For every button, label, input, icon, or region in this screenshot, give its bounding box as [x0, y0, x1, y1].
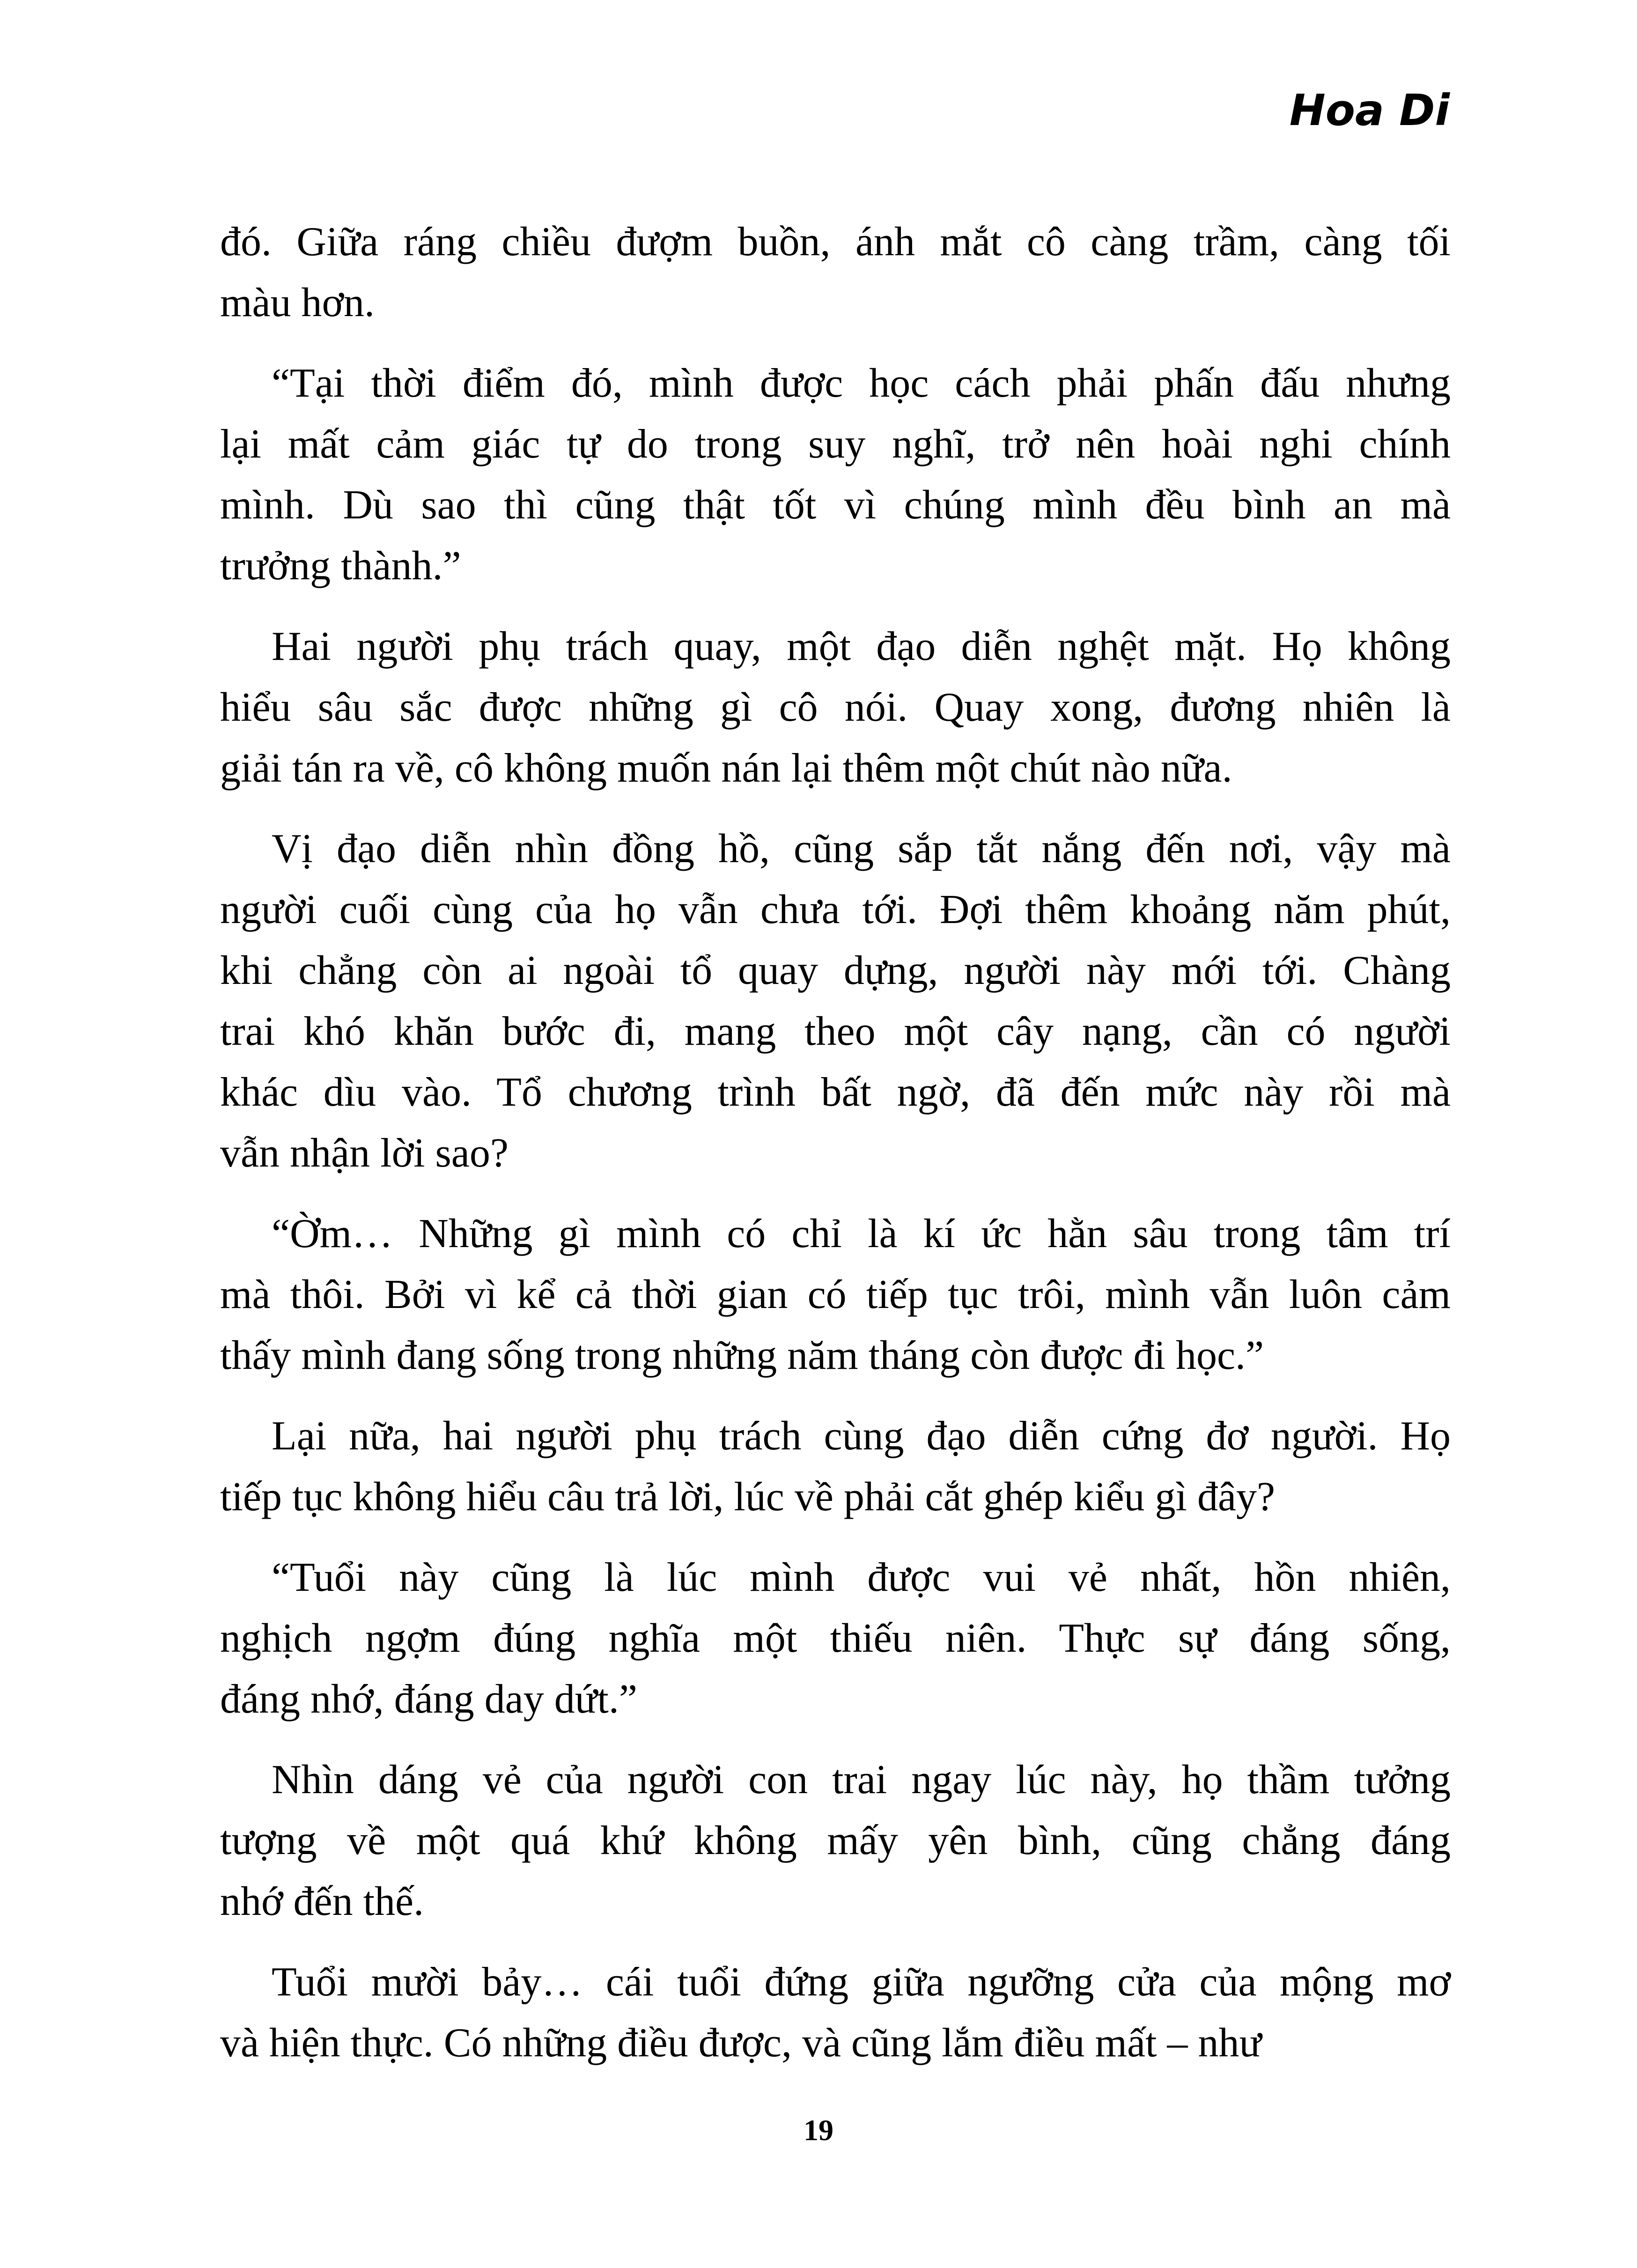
- text-line: “Tuổi này cũng là lúc mình được vui vẻ nhất, hồn nhiên,: [272, 1555, 1451, 1600]
- text-line: trai khó khăn bước đi, mang theo một cây nạng, cần có người: [220, 1009, 1451, 1054]
- paragraph: [220, 212, 1451, 333]
- running-header-author: Hoa Di: [1289, 85, 1450, 135]
- paragraph: [220, 1952, 1451, 2074]
- text-line: khi chẳng còn ai ngoài tổ quay dựng, người này mới tới. Chàng: [220, 948, 1451, 993]
- text-line: Tuổi mười bảy… cái tuổi đứng giữa ngưỡng cửa của mộng mơ: [272, 1959, 1451, 2005]
- paragraph: [220, 1204, 1451, 1386]
- text-line: màu hơn.: [220, 280, 375, 325]
- text-line: hiểu sâu sắc được những gì cô nói. Quay xong, đương nhiên là: [220, 685, 1451, 730]
- page-body-text: [220, 212, 1451, 2074]
- paragraph: [220, 819, 1451, 1184]
- text-line: đáng nhớ, đáng day dứt.”: [220, 1677, 637, 1722]
- text-line: mà thôi. Bởi vì kể cả thời gian có tiếp tục trôi, mình vẫn luôn cảm: [220, 1272, 1451, 1317]
- page-number: 19: [804, 2113, 833, 2147]
- text-line: “Ờm… Những gì mình có chỉ là kí ức hằn sâu trong tâm trí: [272, 1211, 1451, 1256]
- text-line: khác dìu vào. Tổ chương trình bất ngờ, đã đến mức này rồi mà: [220, 1070, 1451, 1115]
- text-line: “Tại thời điểm đó, mình được học cách phải phấn đấu nhưng: [272, 361, 1451, 406]
- text-line: trưởng thành.”: [220, 543, 461, 589]
- paragraph: [220, 1547, 1451, 1730]
- text-line: Lại nữa, hai người phụ trách cùng đạo diễn cứng đơ người. Họ: [272, 1413, 1451, 1459]
- text-line: người cuối cùng của họ vẫn chưa tới. Đợi thêm khoảng năm phút,: [220, 887, 1451, 932]
- text-line: mình. Dù sao thì cũng thật tốt vì chúng mình đều bình an mà: [220, 482, 1451, 528]
- text-line: nhớ đến thế.: [220, 1879, 424, 1924]
- text-line: vẫn nhận lời sao?: [220, 1130, 509, 1176]
- text-line: và hiện thực. Có những điều được, và cũng lắm điều mất – như: [220, 2020, 1262, 2066]
- text-line: tiếp tục không hiểu câu trả lời, lúc về phải cắt ghép kiểu gì đây?: [220, 1474, 1276, 1520]
- text-line: Hai người phụ trách quay, một đạo diễn nghệt mặt. Họ không: [272, 624, 1451, 669]
- text-line: Nhìn dáng vẻ của người con trai ngay lúc này, họ thầm tưởng: [272, 1757, 1451, 1803]
- text-line: giải tán ra về, cô không muốn nán lại thêm một chút nào nữa.: [220, 746, 1232, 791]
- text-line: lại mất cảm giác tự do trong suy nghĩ, trở nên hoài nghi chính: [220, 421, 1451, 467]
- text-line: thấy mình đang sống trong những năm tháng còn được đi học.”: [220, 1333, 1264, 1378]
- paragraph: [220, 616, 1451, 799]
- text-line: đó. Giữa ráng chiều đượm buồn, ánh mắt cô càng trầm, càng tối: [220, 219, 1451, 265]
- text-line: nghịch ngợm đúng nghĩa một thiếu niên. Thực sự đáng sống,: [220, 1616, 1451, 1661]
- paragraph: [220, 353, 1451, 597]
- paragraph: [220, 1750, 1451, 1932]
- text-line: tượng về một quá khứ không mấy yên bình, cũng chẳng đáng: [220, 1818, 1451, 1863]
- text-line: Vị đạo diễn nhìn đồng hồ, cũng sắp tắt nắng đến nơi, vậy mà: [272, 826, 1451, 872]
- paragraph: [220, 1406, 1451, 1528]
